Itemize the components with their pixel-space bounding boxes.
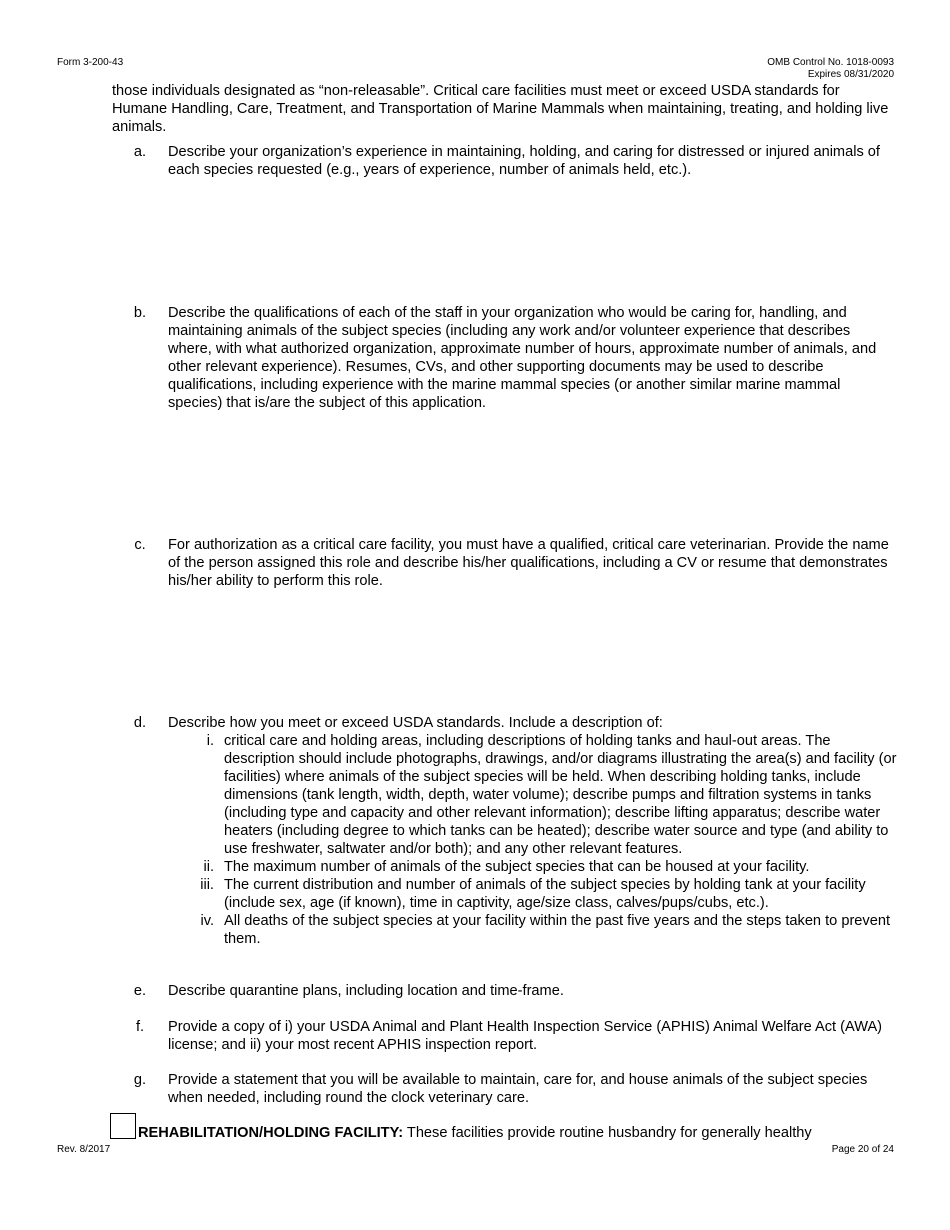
rehabilitation-holding-text: These facilities provide routine husbandry for generally healthy xyxy=(403,1125,812,1141)
revision-date: Rev. 8/2017 xyxy=(57,1144,111,1155)
item-d-sub-i xyxy=(168,732,898,858)
item-f xyxy=(112,1018,898,1054)
item-c-marker: c. xyxy=(134,537,146,553)
sub-ii-marker: ii. xyxy=(203,859,214,875)
item-c-text: For authorization as a critical care facility, you must have a qualified, critical care veterinarian. Provide the name of the person assigned this role and describe his/her qualifications, including a CV or resume that demonstrates his/her ability to perform this role. xyxy=(168,537,889,589)
item-g-marker: g. xyxy=(133,1072,147,1088)
item-d-sub-ii xyxy=(168,858,898,876)
sub-iv-text: All deaths of the subject species at your facility within the past five years and the steps taken to prevent them. xyxy=(224,913,891,947)
item-g xyxy=(112,1071,898,1107)
omb-control-number: OMB Control No. 1018-0093 xyxy=(767,57,894,68)
item-b-text: Describe the qualifications of each of the staff in your organization who would be caring for, handling, and maintaining animals of the subject species (including any work and/or volunteer experience that describes where, with what authorized organization, approximate number of hours, approximate number of animals, and other relevant experience). Resumes, CVs, and other supporting documents may be used to describe qualifications, including experience with the marine mammal species (or another similar marine mammal species) that is/are the subject of this application. xyxy=(168,305,877,411)
page-number: Page 20 of 24 xyxy=(831,1144,894,1155)
item-d-sub-iii xyxy=(168,876,898,912)
sub-iii-marker: iii. xyxy=(200,877,214,893)
item-e-text: Describe quarantine plans, including location and time-frame. xyxy=(168,983,564,999)
rehabilitation-holding-title: REHABILITATION/HOLDING FACILITY: xyxy=(138,1125,404,1141)
item-e xyxy=(112,982,898,1000)
item-d-marker: d. xyxy=(133,715,147,731)
item-f-marker: f. xyxy=(135,1019,145,1035)
omb-block xyxy=(767,57,894,81)
rehabilitation-holding-facility-checkbox[interactable] xyxy=(110,1113,136,1139)
item-d xyxy=(112,714,898,948)
sub-iii-text: The current distribution and number of animals of the subject species by holding tank at your facility (include sex, age (if known), time in captivity, age/size class, calves/pups/cubs, etc.). xyxy=(224,877,866,911)
rehabilitation-holding-section xyxy=(138,1124,898,1142)
sub-iv-marker: iv. xyxy=(200,913,214,929)
sub-i-text: critical care and holding areas, including descriptions of holding tanks and haul-out areas. The description should include photographs, drawings, and/or diagrams illustrating the area(s) and facility (or facilities) where animals of the subject species will be held. When describing holding tanks, include dimensions (tank length, width, depth, water volume); describe pumps and filtration systems in tanks (including type and capacity and other relevant information); describe lifting apparatus; describe water heaters (including degree to which tanks can be heated); describe water source and type (and ability to use freshwater, saltwater and/or both); and any other relevant features. xyxy=(224,733,897,857)
item-a xyxy=(112,143,898,179)
sub-ii-text: The maximum number of animals of the subject species that can be housed at your facility. xyxy=(224,859,810,875)
item-d-sub-iv xyxy=(168,912,898,948)
item-c xyxy=(112,536,898,590)
item-a-marker: a. xyxy=(133,144,147,160)
item-g-text: Provide a statement that you will be available to maintain, care for, and house animals of the subject species when needed, including round the clock veterinary care. xyxy=(168,1072,868,1106)
expiration-date: Expires 08/31/2020 xyxy=(807,69,894,80)
sub-i-marker: i. xyxy=(206,733,214,749)
item-e-marker: e. xyxy=(133,983,147,999)
item-b-marker: b. xyxy=(133,305,147,321)
item-d-text: Describe how you meet or exceed USDA standards. Include a description of: xyxy=(168,715,663,731)
intro-paragraph: those individuals designated as “non-releasable”. Critical care facilities must meet or exceed USDA standards for Humane Handling, Care, Treatment, and Transportation of Marine Mammals when maintaining, treating, and holding live animals. xyxy=(112,83,889,135)
item-b xyxy=(112,304,898,412)
item-a-text: Describe your organization’s experience in maintaining, holding, and caring for distressed or injured animals of each species requested (e.g., years of experience, number of animals held, etc.). xyxy=(168,144,880,178)
item-f-text: Provide a copy of i) your USDA Animal and Plant Health Inspection Service (APHIS) Animal Welfare Act (AWA) license; and ii) your most recent APHIS inspection report. xyxy=(168,1019,883,1053)
form-number: Form 3-200-43 xyxy=(57,57,124,68)
